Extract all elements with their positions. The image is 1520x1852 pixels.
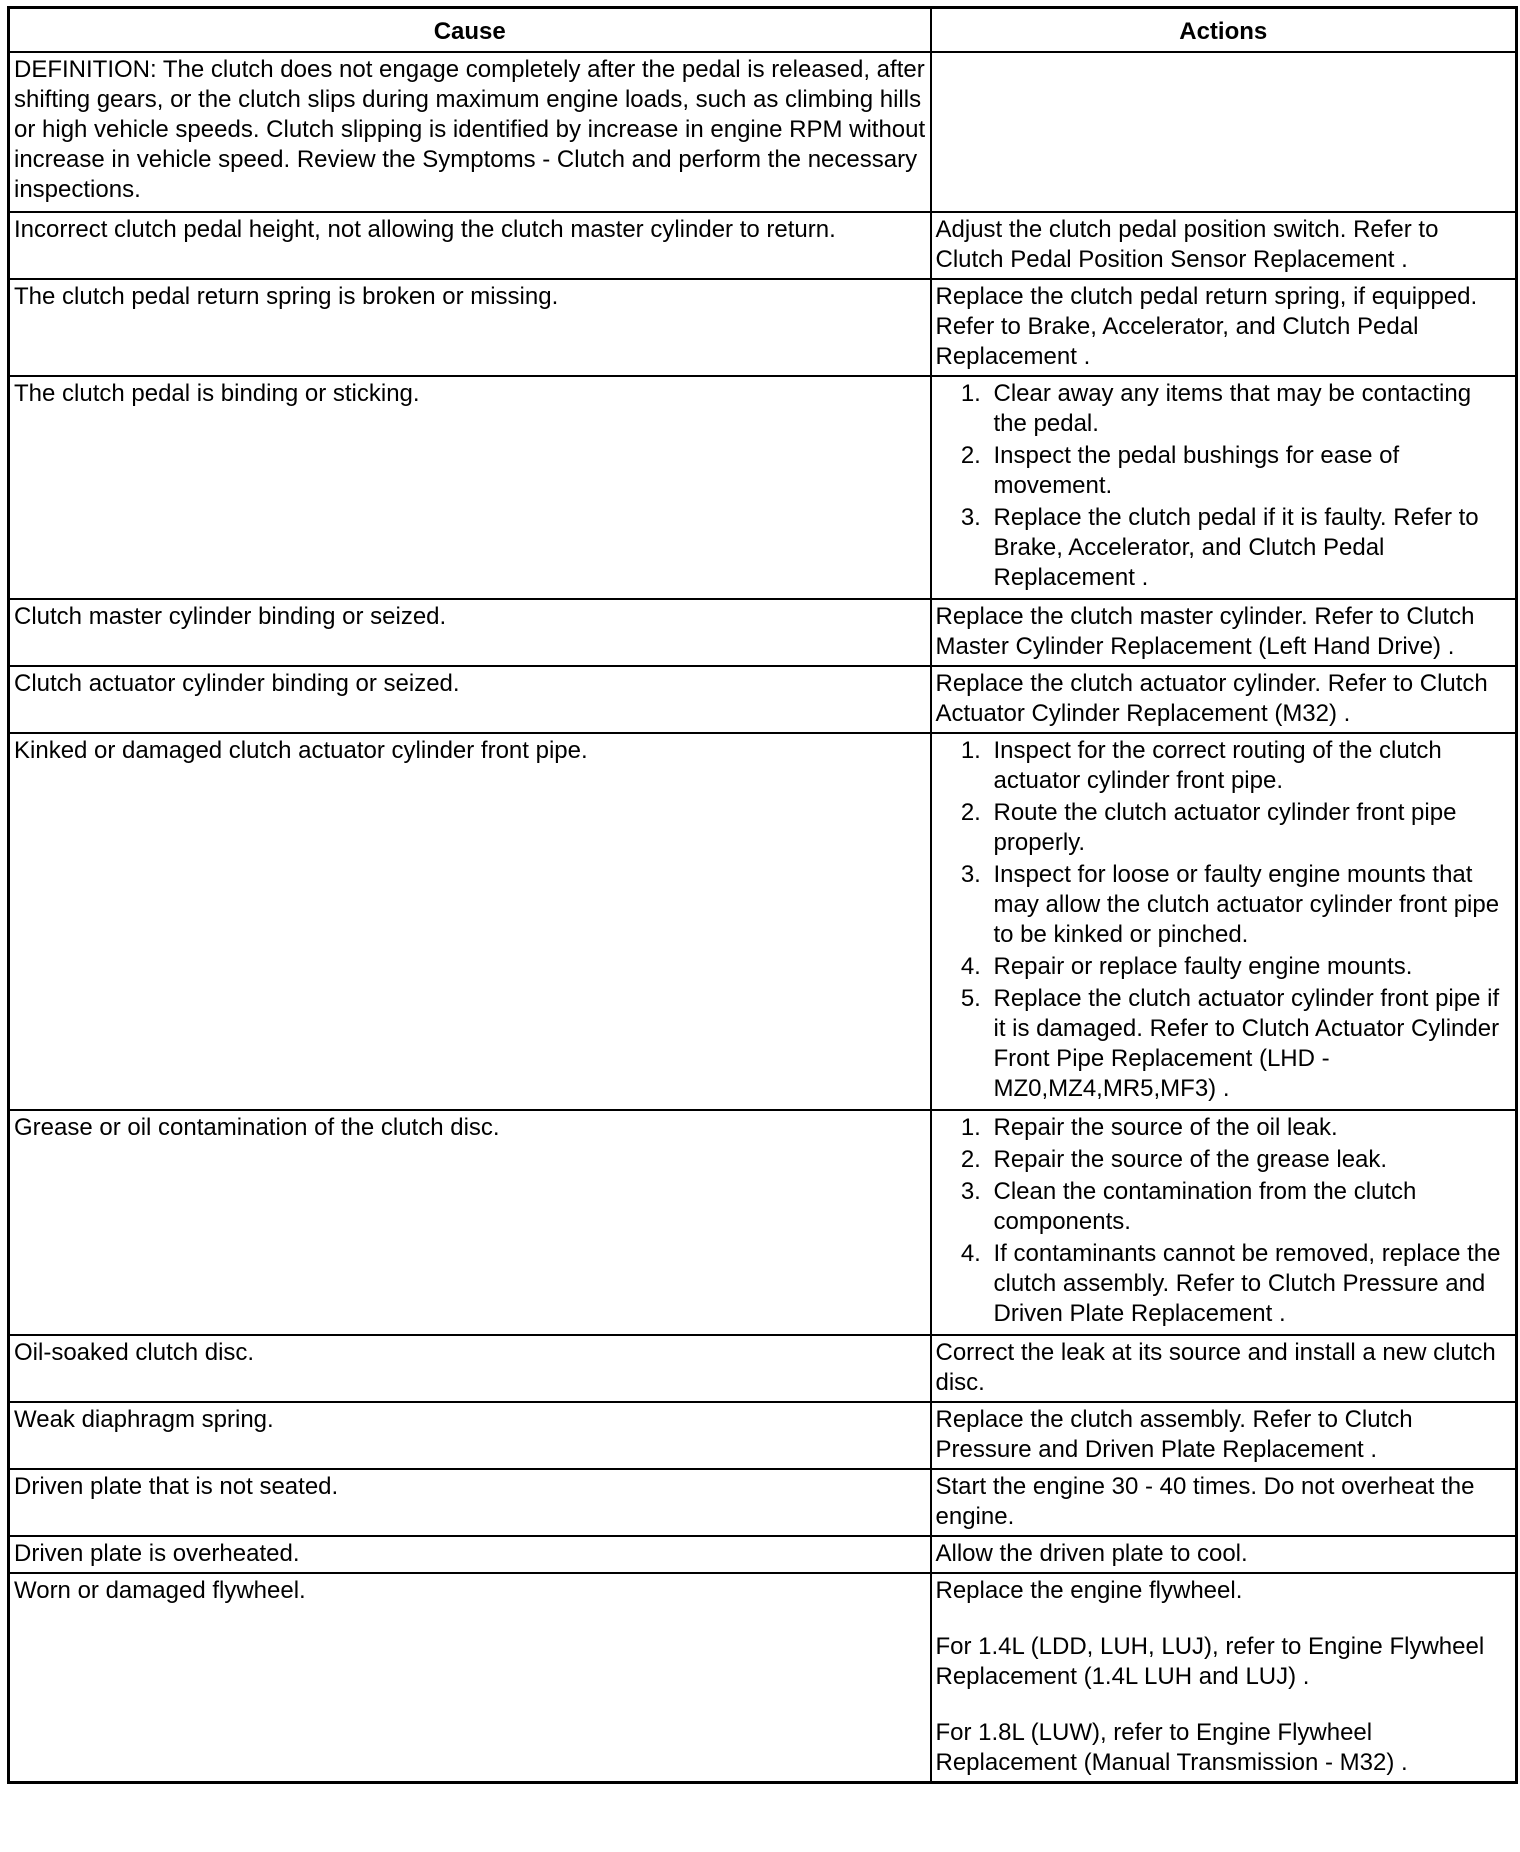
action-step: 2. Repair the source of the grease leak. xyxy=(988,1145,1512,1175)
action-cell xyxy=(931,1573,1517,1783)
action-paragraph: For 1.8L (LUW), refer to Engine Flywheel Replacement (Manual Transmission - M32) . xyxy=(935,1719,1408,1776)
cause-cell: Driven plate that is not seated. xyxy=(9,1469,931,1536)
action-steps xyxy=(936,1113,1512,1329)
document xyxy=(7,6,1515,1784)
table-row xyxy=(9,1110,1517,1335)
cause-cell: Grease or oil contamination of the clutch disc. xyxy=(9,1110,931,1335)
cause-cell: Worn or damaged flywheel. xyxy=(9,1573,931,1783)
action-cell xyxy=(931,376,1517,599)
cause-cell: Driven plate is overheated. xyxy=(9,1536,931,1573)
table-row xyxy=(9,733,1517,1110)
table-row xyxy=(9,279,1517,376)
action-cell: Start the engine 30 - 40 times. Do not overheat the engine. xyxy=(931,1469,1517,1536)
action-steps xyxy=(936,736,1512,1104)
action-step: 2. Inspect the pedal bushings for ease of movement. xyxy=(988,441,1512,501)
table-row xyxy=(9,599,1517,666)
action-paragraph: For 1.4L (LDD, LUH, LUJ), refer to Engine Flywheel Replacement (1.4L LUH and LUJ) . xyxy=(935,1633,1485,1690)
table-row xyxy=(9,666,1517,733)
cause-cell: Kinked or damaged clutch actuator cylinder front pipe. xyxy=(9,733,931,1110)
action-step: 4. If contaminants cannot be removed, replace the clutch assembly. Refer to Clutch Pressure and Driven Plate Replacement . xyxy=(988,1239,1512,1329)
table-row xyxy=(9,1573,1517,1783)
action-cell: Adjust the clutch pedal position switch. Refer to Clutch Pedal Position Sensor Replacement . xyxy=(931,212,1517,279)
action-steps xyxy=(936,379,1512,593)
action-step: 2. Route the clutch actuator cylinder front pipe properly. xyxy=(988,798,1512,858)
diagnostic-table xyxy=(7,6,1518,1784)
action-cell: Replace the clutch pedal return spring, if equipped. Refer to Brake, Accelerator, and Clutch Pedal Replacement . xyxy=(931,279,1517,376)
action-cell: Replace the clutch actuator cylinder. Refer to Clutch Actuator Cylinder Replacement (M32) . xyxy=(931,666,1517,733)
action-cell xyxy=(931,1110,1517,1335)
cause-cell: Clutch master cylinder binding or seized. xyxy=(9,599,931,666)
action-step: 4. Repair or replace faulty engine mounts. xyxy=(988,952,1512,982)
table-row xyxy=(9,1335,1517,1402)
cause-cell: Oil-soaked clutch disc. xyxy=(9,1335,931,1402)
action-cell: Replace the clutch assembly. Refer to Clutch Pressure and Driven Plate Replacement . xyxy=(931,1402,1517,1469)
table-row xyxy=(9,52,1517,212)
action-step: 1. Clear away any items that may be contacting the pedal. xyxy=(988,379,1512,439)
action-step: 1. Inspect for the correct routing of the clutch actuator cylinder front pipe. xyxy=(988,736,1512,796)
action-cell xyxy=(931,733,1517,1110)
header-row xyxy=(9,8,1517,53)
action-step: 1. Repair the source of the oil leak. xyxy=(988,1113,1512,1143)
action-paragraph: Replace the engine flywheel. xyxy=(935,1577,1243,1604)
action-step: 3. Inspect for loose or faulty engine mounts that may allow the clutch actuator cylinder front pipe to be kinked or pinched. xyxy=(988,860,1512,950)
header-actions: Actions xyxy=(931,8,1517,53)
table-row xyxy=(9,376,1517,599)
table-row xyxy=(9,212,1517,279)
action-step: 3. Replace the clutch pedal if it is faulty. Refer to Brake, Accelerator, and Clutch Pedal Replacement . xyxy=(988,503,1512,593)
cause-cell: The clutch pedal is binding or sticking. xyxy=(9,376,931,599)
cause-cell: DEFINITION: The clutch does not engage completely after the pedal is released, after shifting gears, or the clutch slips during maximum engine loads, such as climbing hills or high vehicle speeds. Clutch slipping is identified by increase in engine RPM without increase in vehicle speed. Review the Symptoms - Clutch and perform the necessary inspections. xyxy=(9,52,931,212)
action-step: 5. Replace the clutch actuator cylinder front pipe if it is damaged. Refer to Clutch Actuator Cylinder Front Pipe Replacement (LHD - MZ0,MZ4,MR5,MF3) . xyxy=(988,984,1512,1104)
action-cell: Correct the leak at its source and install a new clutch disc. xyxy=(931,1335,1517,1402)
cause-cell: Weak diaphragm spring. xyxy=(9,1402,931,1469)
header-cause: Cause xyxy=(9,8,931,53)
cause-cell: Clutch actuator cylinder binding or seized. xyxy=(9,666,931,733)
action-cell: Replace the clutch master cylinder. Refer to Clutch Master Cylinder Replacement (Left Hand Drive) . xyxy=(931,599,1517,666)
cause-cell: Incorrect clutch pedal height, not allowing the clutch master cylinder to return. xyxy=(9,212,931,279)
cause-cell: The clutch pedal return spring is broken or missing. xyxy=(9,279,931,376)
table-row xyxy=(9,1402,1517,1469)
table-row xyxy=(9,1469,1517,1536)
action-cell: Allow the driven plate to cool. xyxy=(931,1536,1517,1573)
table-row xyxy=(9,1536,1517,1573)
action-step: 3. Clean the contamination from the clutch components. xyxy=(988,1177,1512,1237)
action-cell xyxy=(931,52,1517,212)
